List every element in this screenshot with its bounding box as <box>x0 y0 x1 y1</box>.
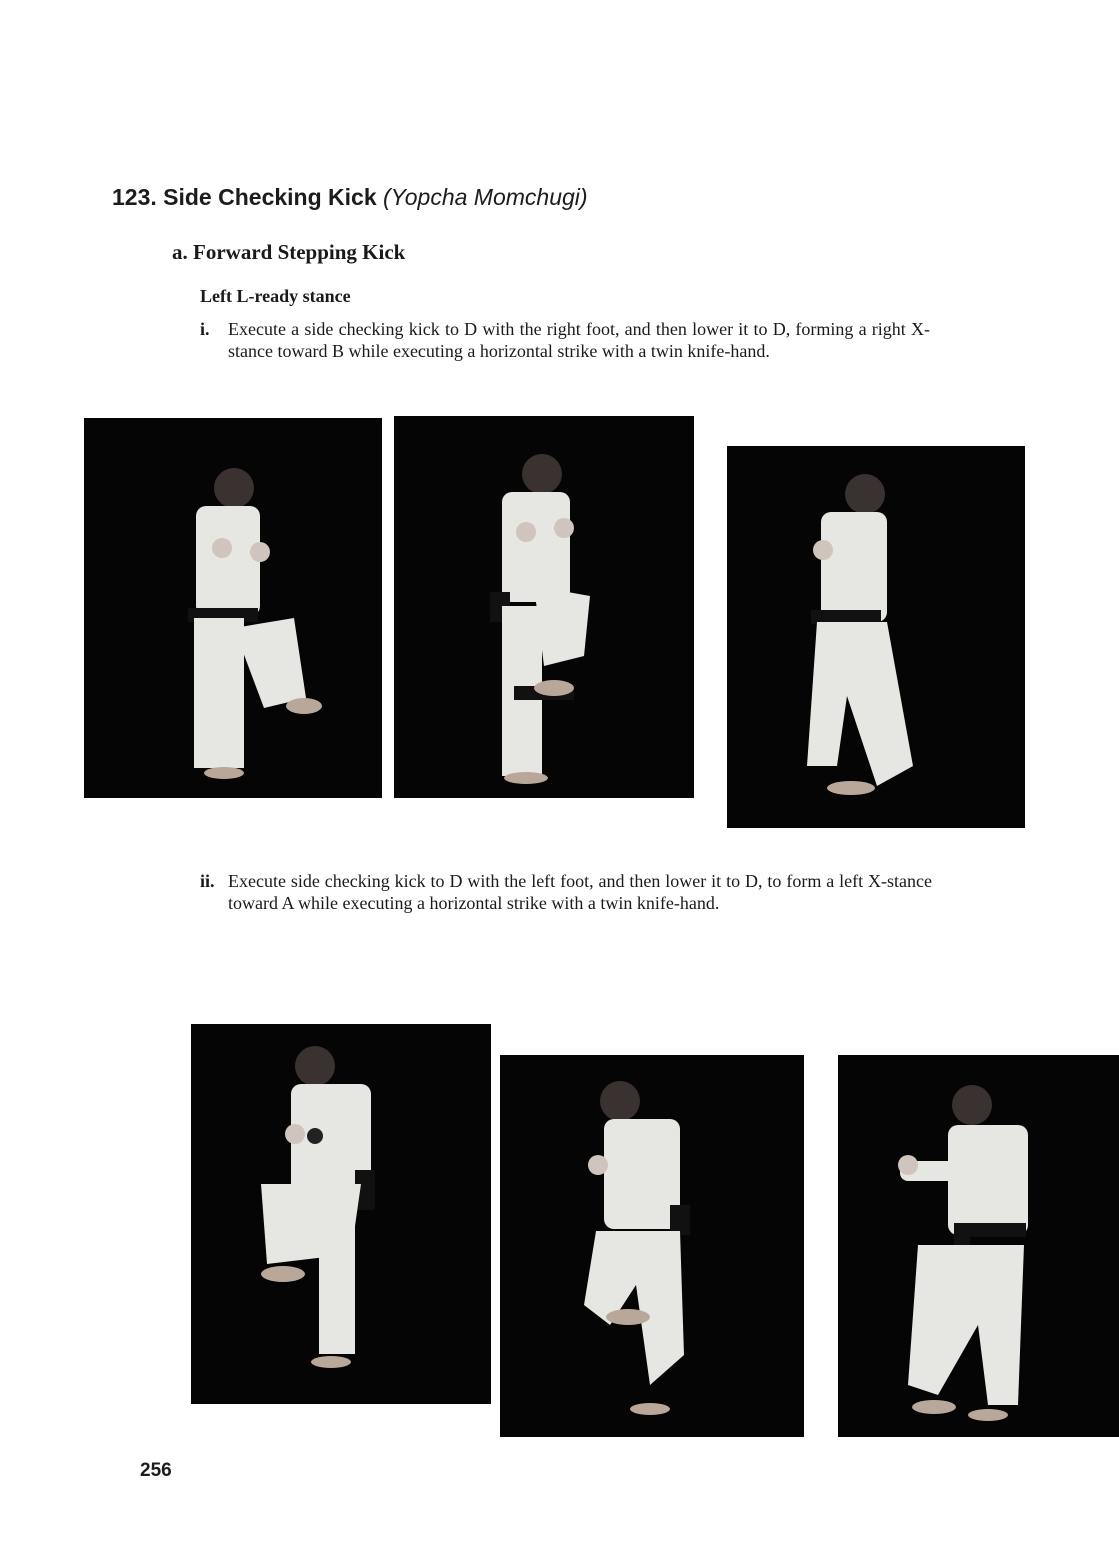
subheading: a. Forward Stepping Kick <box>172 240 406 264</box>
figure-x-stance-right <box>727 446 1025 828</box>
figure-left-knee-raised <box>191 1024 491 1404</box>
step-1 <box>200 318 930 362</box>
figure-left-kick-low <box>500 1055 804 1437</box>
figure-knee-raised <box>394 416 694 798</box>
section-number: 123. <box>112 184 157 210</box>
section-korean-name: (Yopcha Momchugi) <box>383 184 588 210</box>
figure-x-stance-left <box>838 1055 1119 1437</box>
step-2-text: Execute side checking kick to D with the left foot, and then lower it to D, to form a left X-stance toward A while executing a horizontal strike with a twin knife-hand. <box>228 871 932 913</box>
photo-1-1 <box>84 418 382 798</box>
figure-kick-right-low <box>84 418 382 798</box>
step-1-text: Execute a side checking kick to D with the right foot, and then lower it to D, forming a right X-stance toward B while executing a horizontal strike with a twin knife-hand. <box>228 319 930 361</box>
photo-2-2 <box>500 1055 804 1437</box>
photo-1-2 <box>394 416 694 798</box>
photo-2-1 <box>191 1024 491 1404</box>
step-2-number: ii. <box>200 871 215 891</box>
section-title: Side Checking Kick <box>163 184 377 210</box>
step-2 <box>200 870 932 914</box>
stance-label: Left L-ready stance <box>200 286 351 306</box>
section-heading <box>112 184 588 211</box>
photo-1-3 <box>727 446 1025 828</box>
page-number: 256 <box>140 1460 172 1481</box>
photo-2-3 <box>838 1055 1119 1437</box>
step-1-number: i. <box>200 319 210 339</box>
